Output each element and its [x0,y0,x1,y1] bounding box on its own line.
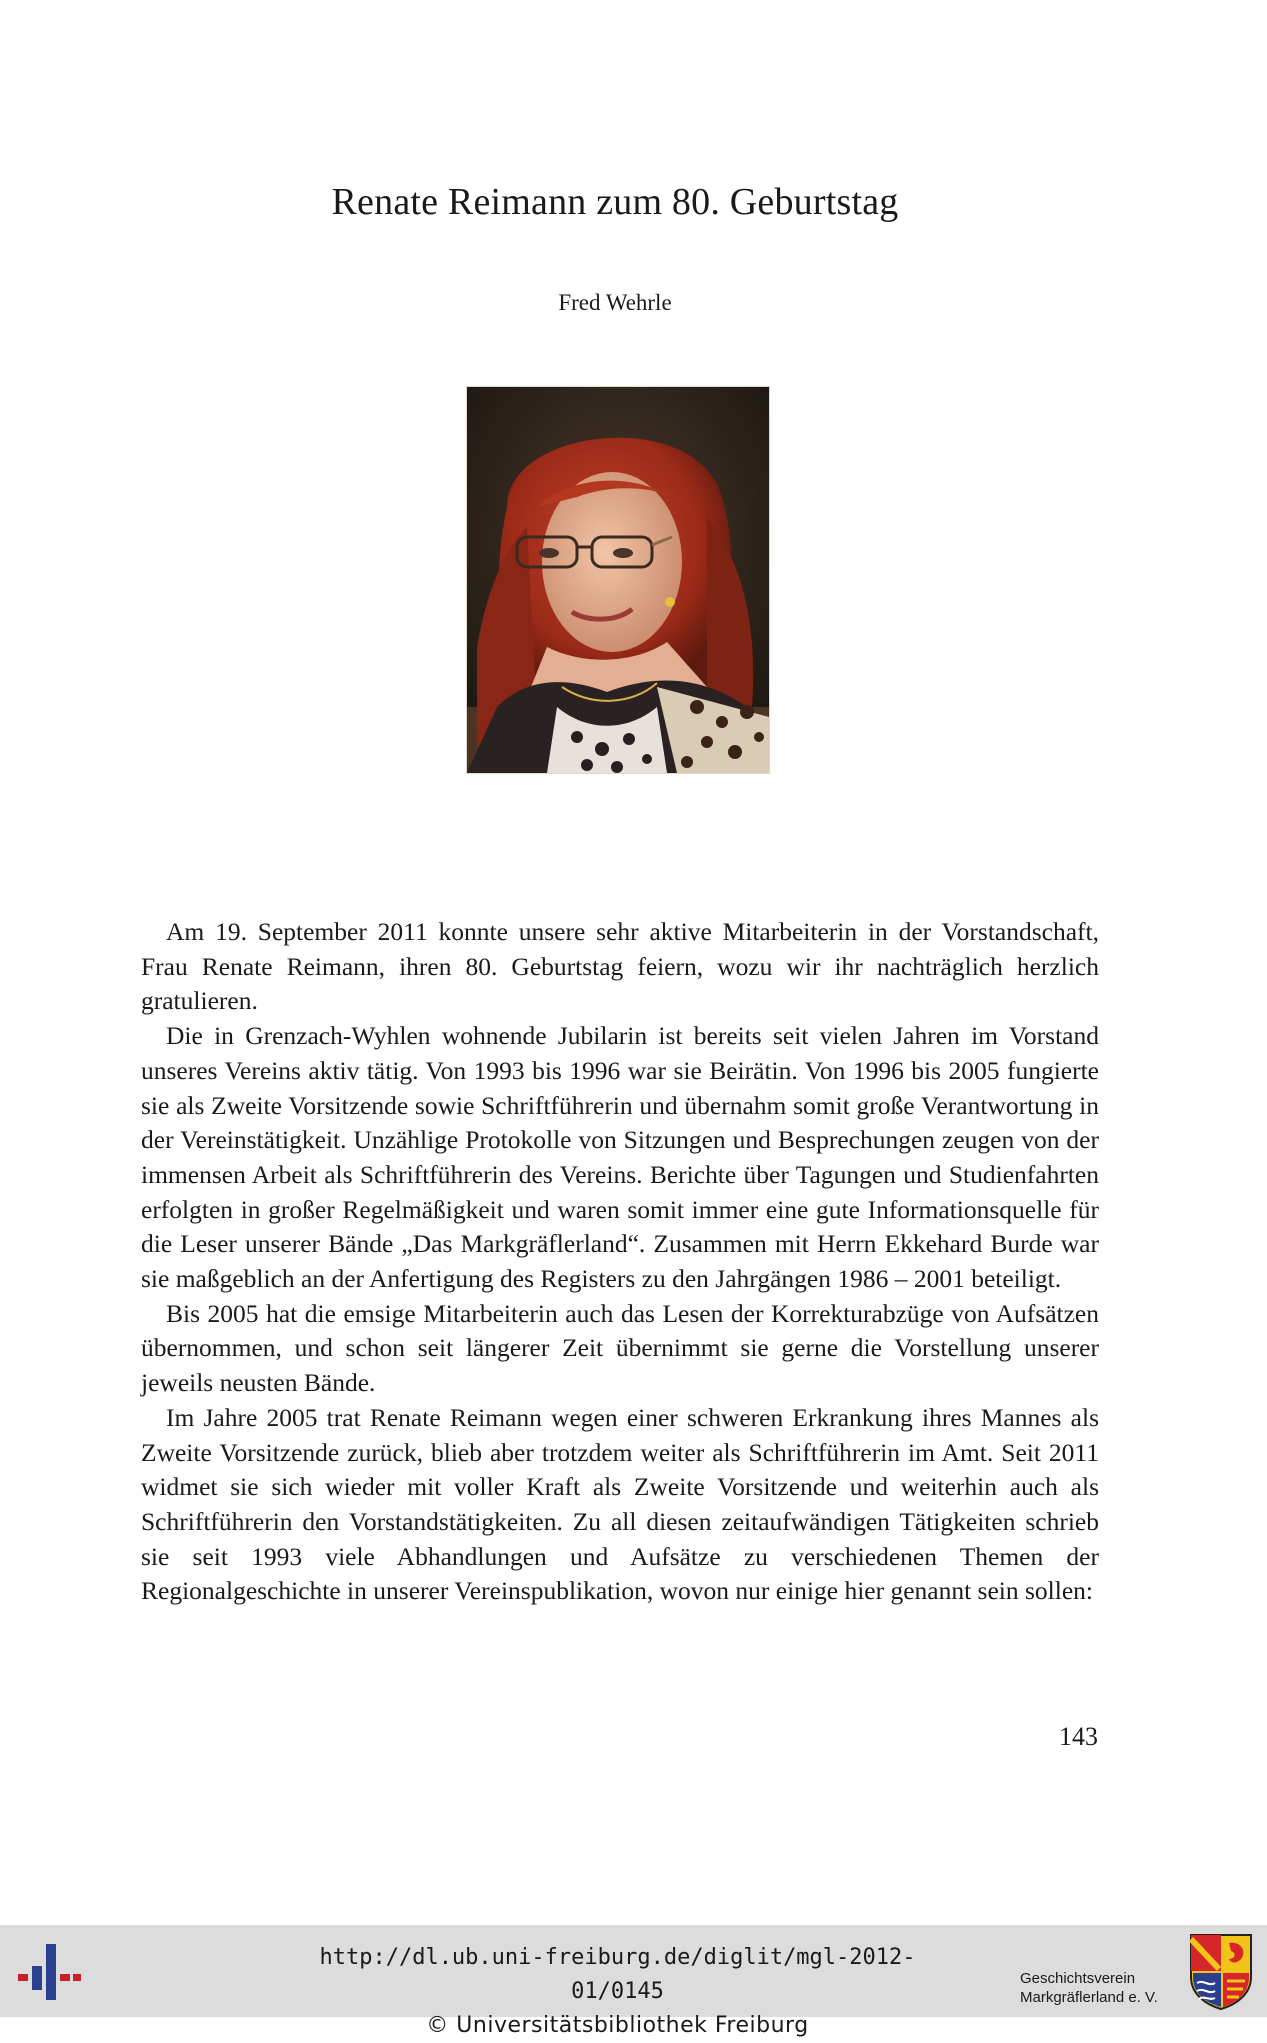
page-number: 143 [1059,1722,1098,1751]
author-name: Fred Wehrle [558,290,672,315]
coat-of-arms-icon [1189,1933,1253,2011]
society-name-line2: Markgräflerland e. V. [1020,1989,1158,2006]
paragraph: Im Jahre 2005 trat Renate Reimann wegen einer schweren Erkrankung ihres Mannes als Zweite Vorsitzende zurück, blieb aber trotzdem weiter als Schriftführerin im Amt. Seit 2011 widmet sie sich wieder mit voller Kraft als Zweite Vorsitzende und weiterhin auch als Schriftführerin den Vorstandstätigkeiten. Zu all diesen zeitaufwändigen Tätigkeiten schrieb sie seit 1993 viele Abhandlungen und Aufsätze zu verschiedenen Themen der Regionalgeschichte in unserer Vereinspublikation, wovon nur einige hier genannt sein sollen: [141,1402,1099,1606]
article-body [141,915,1099,1609]
article-title: Renate Reimann zum 80. Geburtstag [331,181,899,223]
ub-freiburg-logo-icon [14,1938,84,2004]
paragraph: Am 19. September 2011 konnte unsere sehr aktive Mitarbeiterin in der Vorstandschaft, Frau Renate Reimann, ihren 80. Geburtstag feiern, wozu wir ihr nachträglich herzlich gratulieren. [141,917,1099,1016]
portrait-photo [466,386,770,774]
society-name-line1: Geschichtsverein [1020,1970,1136,1987]
copyright-text: © Universitätsbibliothek Freiburg [426,2013,809,2038]
paragraph: Die in Grenzach-Wyhlen wohnende Jubilarin ist bereits seit vielen Jahren im Vorstand unseres Vereins aktiv tätig. Von 1993 bis 1996 war sie Beirätin. Von 1996 bis 2005 fungierte sie als Zweite Vorsitzende sowie Schriftführerin und übernahm somit große Verantwortung in der Vereinstätigkeit. Unzählige Protokolle von Sitzungen und Besprechungen zeugen von der immensen Arbeit als Schriftführerin des Vereins. Berichte über Tagungen und Studienfahrten erfolgten in großer Regelmäßigkeit und waren somit immer eine gute Informationsquelle für die Leser unserer Bände „Das Markgräflerland“. Zusammen mit Herrn Ekkehard Burde war sie maßgeblich an der Anfertigung des Registers zu den Jahrgängen 1986 – 2001 beteiligt. [141,1021,1099,1294]
paragraph: Bis 2005 hat die emsige Mitarbeiterin auch das Lesen der Korrekturabzüge von Aufsätzen übernommen, und schon seit längerer Zeit übernimmt sie gerne die Vorstellung unserer jeweils neusten Bände. [141,1298,1099,1398]
source-url-link[interactable]: http://dl.ub.uni-freiburg.de/diglit/mgl-2012-01/0145 [319,1945,916,2004]
footer-bar [0,1925,1267,2038]
society-name [1020,1969,1158,2007]
footer-citation [300,1941,935,2043]
